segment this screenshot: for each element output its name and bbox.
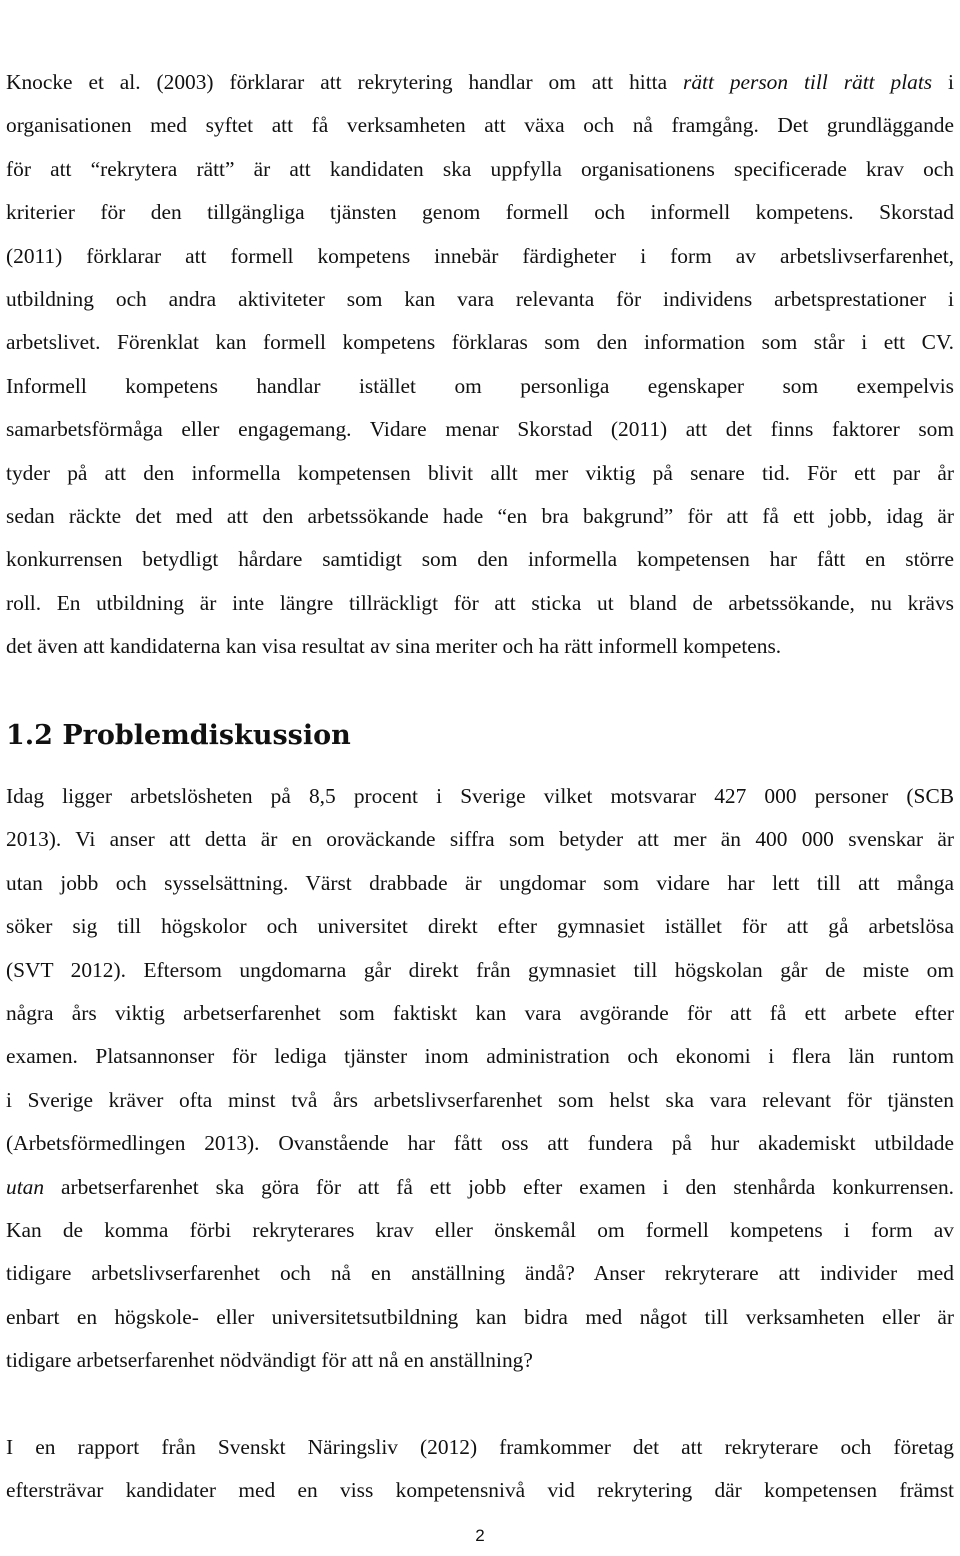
text-line	[6, 1079, 954, 1122]
text-line	[6, 625, 954, 668]
text-run: Knocke et al. (2003) förklarar att rekrytering handlar om att hitta	[6, 70, 684, 94]
text-line	[6, 818, 954, 861]
text-run: I en rapport från Svenskt Näringsliv (2012) framkommer det att rekryterare och företag	[6, 1435, 954, 1459]
text-line	[6, 408, 954, 451]
text-line	[6, 61, 954, 104]
text-line	[6, 365, 954, 408]
italic-text: utan	[6, 1174, 45, 1199]
report-paragraph	[6, 1426, 954, 1513]
text-line	[6, 1469, 954, 1512]
page-number: 2	[475, 1526, 485, 1545]
text-run: utbildning och andra aktiviteter som kan vara relevanta för individens arbetsprestationer i	[6, 287, 954, 312]
text-run: (2011) förklarar att formell kompetens innebär färdigheter i form av arbetslivserfarenhet,	[6, 243, 954, 268]
text-line	[6, 1122, 954, 1165]
text-run: i	[932, 70, 954, 94]
text-run: Informell kompetens handlar istället om personliga egenskaper som exempelvis	[6, 373, 954, 398]
text-line	[6, 104, 954, 147]
text-run: Idag ligger arbetslösheten på 8,5 procent i Sverige vilket motsvarar 427 000 personer (SCB	[6, 784, 954, 808]
text-run: i Sverige kräver ofta minst två års arbetslivserfarenhet som helst ska vara relevant för tjänsten	[6, 1087, 954, 1112]
text-run: söker sig till högskolor och universitet direkt efter gymnasiet istället för att gå arbetslösa	[6, 914, 954, 939]
text-line	[6, 235, 954, 278]
text-run: tidigare arbetserfarenhet nödvändigt för att nå en anställning?	[6, 1348, 533, 1373]
text-line	[6, 1426, 954, 1469]
text-line	[6, 582, 954, 625]
text-line	[6, 1035, 954, 1078]
text-line	[6, 1339, 954, 1382]
italic-text: rätt person till rätt plats	[683, 70, 933, 94]
text-run: Kan de komma förbi rekryterares krav eller önskemål om formell kompetens i form av	[6, 1218, 954, 1243]
text-run: tidigare arbetslivserfarenhet och nå en anställning ändå? Anser rekryterare att individer med	[6, 1261, 954, 1286]
text-line	[6, 1296, 954, 1339]
problem-discussion-paragraph	[6, 775, 954, 1383]
text-line	[6, 949, 954, 992]
text-run: kriterier för den tillgängliga tjänsten genom formell och informell kompetens. Skorstad	[6, 200, 954, 225]
text-line	[6, 775, 954, 818]
text-run: tyder på att den informella kompetensen blivit allt mer viktig på senare tid. För ett par år	[6, 460, 954, 485]
text-run: sedan räckte det med att den arbetssökande hade “en bra bakgrund” för att få ett jobb, idag är	[6, 504, 954, 529]
text-run: utan jobb och sysselsättning. Värst drabbade är ungdomar som vidare har lett till att många	[6, 870, 954, 895]
text-run: arbetserfarenhet ska göra för att få ett jobb efter examen i den stenhårda konkurrensen.	[44, 1174, 954, 1199]
text-line	[6, 1166, 954, 1209]
text-run: examen. Platsannonser för lediga tjänster inom administration och ekonomi i flera län runtom	[6, 1044, 954, 1069]
text-line	[6, 538, 954, 581]
text-line	[6, 278, 954, 321]
text-line	[6, 992, 954, 1035]
text-line	[6, 905, 954, 948]
text-run: några års viktig arbetserfarenhet som faktiskt kan vara avgörande för att få ett arbete efter	[6, 1001, 954, 1026]
text-line	[6, 191, 954, 234]
text-line	[6, 862, 954, 905]
text-run: roll. En utbildning är inte längre tillräckligt för att sticka ut bland de arbetssökande, nu krävs	[6, 590, 954, 615]
text-run: samarbetsförmåga eller engagemang. Vidare menar Skorstad (2011) att det finns faktorer som	[6, 417, 954, 442]
text-run: 2013). Vi anser att detta är en oroväckande siffra som betyder att mer än 400 000 svenskar är	[6, 827, 954, 852]
text-run: det även att kandidaterna kan visa resultat av sina meriter och ha rätt informell kompetens.	[6, 634, 782, 659]
text-line	[6, 1252, 954, 1295]
text-run: (Arbetsförmedlingen 2013). Ovanstående har fått oss att fundera på hur akademiskt utbildade	[6, 1131, 954, 1156]
text-run: organisationen med syftet att få verksamheten att växa och nå framgång. Det grundläggande	[6, 113, 954, 138]
text-line	[6, 1209, 954, 1252]
intro-paragraph	[6, 61, 954, 669]
text-line	[6, 148, 954, 191]
text-line	[6, 452, 954, 495]
section-heading: 1.2 Problemdiskussion	[6, 720, 351, 751]
text-line	[6, 321, 954, 364]
text-line	[6, 495, 954, 538]
text-run: konkurrensen betydligt hårdare samtidigt som den informella kompetensen har fått en större	[6, 547, 954, 572]
text-run: eftersträvar kandidater med en viss kompetensnivå vid rekrytering där kompetensen främst	[6, 1478, 954, 1503]
text-run: (SVT 2012). Eftersom ungdomarna går direkt från gymnasiet till högskolan går de miste om	[6, 957, 954, 982]
text-run: enbart en högskole- eller universitetsutbildning kan bidra med något till verksamheten eller är	[6, 1304, 954, 1329]
text-run: för att “rekrytera rätt” är att kandidaten ska uppfylla organisationens specificerade krav och	[6, 156, 954, 181]
text-run: arbetslivet. Förenklat kan formell kompetens förklaras som den information som står i ett CV.	[6, 330, 954, 355]
